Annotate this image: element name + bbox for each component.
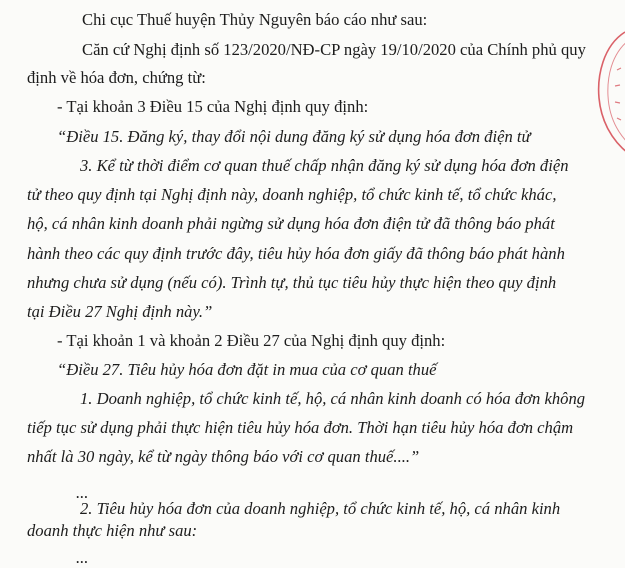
legal-basis-line: Căn cứ Nghị định số 123/2020/NĐ-CP ngày 19/10/2020 của Chính phủ quy — [82, 40, 586, 59]
article-15-paragraph-line: nhưng chưa sử dụng (nếu có). Trình tự, thủ tục tiêu hủy thực hiện theo quy định — [27, 273, 557, 292]
ellipsis: ... — [76, 483, 89, 502]
article-27-item-1-line: 1. Doanh nghiệp, tổ chức kinh tế, hộ, cá nhân kinh doanh có hóa đơn không — [80, 389, 586, 408]
article-15-heading: “Điều 15. Đăng ký, thay đổi nội dung đăng ký sử dụng hóa đơn điện tử — [57, 127, 531, 146]
article-27-item-2-end: doanh thực hiện như sau: — [27, 521, 198, 540]
article-27-heading: “Điều 27. Tiêu hủy hóa đơn đặt in mua của cơ quan thuế — [57, 360, 437, 379]
clause-reference-27: - Tại khoản 1 và khoản 2 Điều 27 của Nghị định quy định: — [57, 331, 446, 350]
red-seal-stamp-fragment — [589, 28, 625, 158]
article-27-item-1-end: nhất là 30 ngày, kể từ ngày thông báo với cơ quan thuế....” — [27, 447, 420, 466]
legal-basis-continuation: định về hóa đơn, chứng từ: — [27, 68, 206, 87]
article-15-paragraph-line: 3. Kể từ thời điểm cơ quan thuế chấp nhận đăng ký sử dụng hóa đơn điện — [80, 156, 569, 175]
article-15-paragraph-line: tử theo quy định tại Nghị định này, doanh nghiệp, tổ chức kinh tế, tổ chức khác, — [27, 185, 557, 204]
ellipsis-final: ... — [76, 548, 89, 567]
article-15-paragraph-end: tại Điều 27 Nghị định này.” — [27, 302, 213, 321]
article-15-paragraph-line: hộ, cá nhân kinh doanh phải ngừng sử dụng hóa đơn điện tử đã thông báo phát — [27, 214, 555, 233]
article-27-item-2-line: 2. Tiêu hủy hóa đơn của doanh nghiệp, tổ chức kinh tế, hộ, cá nhân kinh — [80, 499, 561, 518]
clause-reference-15: - Tại khoản 3 Điều 15 của Nghị định quy định: — [57, 97, 369, 116]
article-15-paragraph-line: hành theo các quy định trước đây, tiêu hủy hóa đơn giấy đã thông báo phát hành — [27, 244, 565, 263]
intro-line: Chi cục Thuế huyện Thủy Nguyên báo cáo như sau: — [82, 10, 428, 29]
article-27-item-1-line: tiếp tục sử dụng phải thực hiện tiêu hủy hóa đơn. Thời hạn tiêu hủy hóa đơn chậm — [27, 418, 574, 437]
